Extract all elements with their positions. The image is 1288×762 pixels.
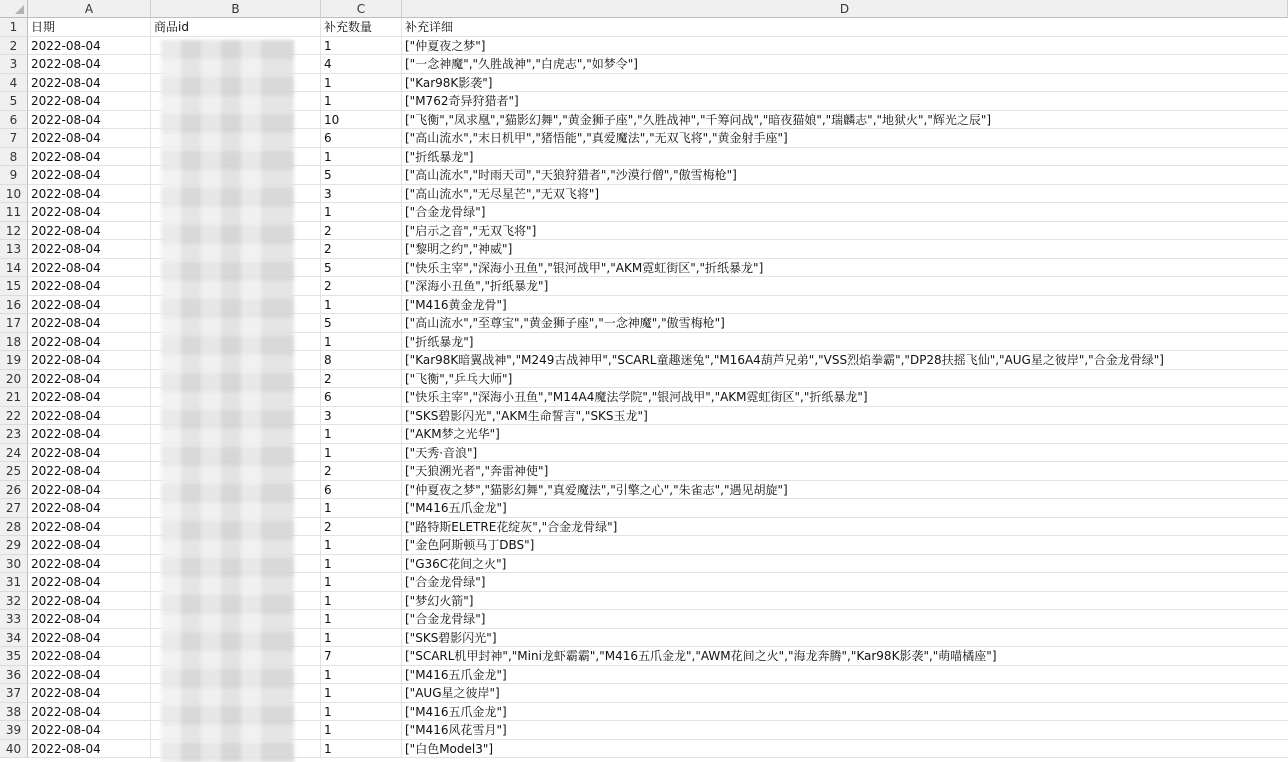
row-header[interactable]: 15 [0, 277, 28, 296]
date-cell[interactable]: 2022-08-04 [28, 222, 151, 241]
row-header[interactable]: 10 [0, 185, 28, 204]
date-cell[interactable]: 2022-08-04 [28, 185, 151, 204]
date-cell[interactable]: 2022-08-04 [28, 129, 151, 148]
header-cell-detail[interactable]: 补充详细 [402, 18, 1288, 37]
detail-cell[interactable]: ["快乐主宰","深海小丑鱼","M14A4魔法学院","银河战甲","AKM霓虹街区","折纸暴龙"] [402, 388, 1288, 407]
detail-cell[interactable]: ["M416五爪金龙"] [402, 666, 1288, 685]
date-cell[interactable]: 2022-08-04 [28, 351, 151, 370]
row-header[interactable]: 7 [0, 129, 28, 148]
date-cell[interactable]: 2022-08-04 [28, 388, 151, 407]
detail-cell[interactable]: ["天秀·音浪"] [402, 444, 1288, 463]
quantity-cell[interactable]: 1 [321, 499, 402, 518]
quantity-cell[interactable]: 1 [321, 203, 402, 222]
detail-cell[interactable]: ["SKS碧影闪光","AKM生命誓言","SKS玉龙"] [402, 407, 1288, 426]
detail-cell[interactable]: ["高山流水","至尊宝","黄金狮子座","一念神魔","傲雪梅枪"] [402, 314, 1288, 333]
quantity-cell[interactable]: 5 [321, 259, 402, 278]
detail-cell[interactable]: ["M416五爪金龙"] [402, 499, 1288, 518]
row-header[interactable]: 19 [0, 351, 28, 370]
detail-cell[interactable]: ["G36C花间之火"] [402, 555, 1288, 574]
quantity-cell[interactable]: 1 [321, 92, 402, 111]
row-header[interactable]: 36 [0, 666, 28, 685]
row-header[interactable]: 37 [0, 684, 28, 703]
quantity-cell[interactable]: 1 [321, 74, 402, 93]
quantity-cell[interactable]: 1 [321, 37, 402, 56]
detail-cell[interactable]: ["合金龙骨绿"] [402, 203, 1288, 222]
row-header[interactable]: 24 [0, 444, 28, 463]
column-header-c[interactable]: C [321, 0, 402, 18]
row-header[interactable]: 38 [0, 703, 28, 722]
row-header[interactable]: 12 [0, 222, 28, 241]
quantity-cell[interactable]: 3 [321, 185, 402, 204]
detail-cell[interactable]: ["仲夏夜之梦","猫影幻舞","真爱魔法","引擎之心","朱雀志","遇见胡旋"] [402, 481, 1288, 500]
detail-cell[interactable]: ["折纸暴龙"] [402, 333, 1288, 352]
date-cell[interactable]: 2022-08-04 [28, 111, 151, 130]
row-header[interactable]: 23 [0, 425, 28, 444]
detail-cell[interactable]: ["AUG星之彼岸"] [402, 684, 1288, 703]
detail-cell[interactable]: ["启示之音","无双飞将"] [402, 222, 1288, 241]
detail-cell[interactable]: ["M416黄金龙骨"] [402, 296, 1288, 315]
date-cell[interactable]: 2022-08-04 [28, 703, 151, 722]
header-cell-quantity[interactable]: 补充数量 [321, 18, 402, 37]
detail-cell[interactable]: ["深海小丑鱼","折纸暴龙"] [402, 277, 1288, 296]
detail-cell[interactable]: ["Kar98K暗翼战神","M249古战神甲","SCARL童趣迷兔","M16A4葫芦兄弟","VSS烈焰拳霸","DP28扶摇飞仙","AUG星之彼岸","合金龙骨绿"] [402, 351, 1288, 370]
detail-cell[interactable]: ["高山流水","末日机甲","猪悟能","真爱魔法","无双飞将","黄金射手座"] [402, 129, 1288, 148]
detail-cell[interactable]: ["一念神魔","久胜战神","白虎志","如梦令"] [402, 55, 1288, 74]
quantity-cell[interactable]: 10 [321, 111, 402, 130]
detail-cell[interactable]: ["Kar98K影袭"] [402, 74, 1288, 93]
quantity-cell[interactable]: 1 [321, 296, 402, 315]
detail-cell[interactable]: ["合金龙骨绿"] [402, 610, 1288, 629]
quantity-cell[interactable]: 2 [321, 222, 402, 241]
date-cell[interactable]: 2022-08-04 [28, 296, 151, 315]
date-cell[interactable]: 2022-08-04 [28, 740, 151, 759]
row-header[interactable]: 6 [0, 111, 28, 130]
column-header-b[interactable]: B [151, 0, 321, 18]
date-cell[interactable]: 2022-08-04 [28, 203, 151, 222]
date-cell[interactable]: 2022-08-04 [28, 425, 151, 444]
header-cell-product-id[interactable]: 商品id [151, 18, 321, 37]
detail-cell[interactable]: ["M762奇异狩猎者"] [402, 92, 1288, 111]
quantity-cell[interactable]: 8 [321, 351, 402, 370]
row-header[interactable]: 33 [0, 610, 28, 629]
date-cell[interactable]: 2022-08-04 [28, 573, 151, 592]
column-header-a[interactable]: A [28, 0, 151, 18]
quantity-cell[interactable]: 2 [321, 370, 402, 389]
quantity-cell[interactable]: 2 [321, 240, 402, 259]
date-cell[interactable]: 2022-08-04 [28, 166, 151, 185]
detail-cell[interactable]: ["黎明之约","神威"] [402, 240, 1288, 259]
quantity-cell[interactable]: 1 [321, 536, 402, 555]
date-cell[interactable]: 2022-08-04 [28, 314, 151, 333]
date-cell[interactable]: 2022-08-04 [28, 647, 151, 666]
date-cell[interactable]: 2022-08-04 [28, 610, 151, 629]
row-header[interactable]: 18 [0, 333, 28, 352]
row-header[interactable]: 20 [0, 370, 28, 389]
detail-cell[interactable]: ["快乐主宰","深海小丑鱼","银河战甲","AKM霓虹街区","折纸暴龙"] [402, 259, 1288, 278]
date-cell[interactable]: 2022-08-04 [28, 444, 151, 463]
date-cell[interactable]: 2022-08-04 [28, 92, 151, 111]
quantity-cell[interactable]: 6 [321, 481, 402, 500]
row-header[interactable]: 28 [0, 518, 28, 537]
quantity-cell[interactable]: 1 [321, 592, 402, 611]
date-cell[interactable]: 2022-08-04 [28, 721, 151, 740]
detail-cell[interactable]: ["路特斯ELETRE花绽灰","合金龙骨绿"] [402, 518, 1288, 537]
row-header[interactable]: 22 [0, 407, 28, 426]
quantity-cell[interactable]: 5 [321, 166, 402, 185]
date-cell[interactable]: 2022-08-04 [28, 333, 151, 352]
quantity-cell[interactable]: 1 [321, 666, 402, 685]
quantity-cell[interactable]: 7 [321, 647, 402, 666]
row-header[interactable]: 9 [0, 166, 28, 185]
row-header[interactable]: 29 [0, 536, 28, 555]
row-header[interactable]: 1 [0, 18, 28, 37]
row-header[interactable]: 13 [0, 240, 28, 259]
quantity-cell[interactable]: 3 [321, 407, 402, 426]
detail-cell[interactable]: ["高山流水","无尽星芒","无双飞将"] [402, 185, 1288, 204]
detail-cell[interactable]: ["合金龙骨绿"] [402, 573, 1288, 592]
date-cell[interactable]: 2022-08-04 [28, 55, 151, 74]
date-cell[interactable]: 2022-08-04 [28, 592, 151, 611]
quantity-cell[interactable]: 6 [321, 388, 402, 407]
row-header[interactable]: 8 [0, 148, 28, 167]
quantity-cell[interactable]: 2 [321, 462, 402, 481]
row-header[interactable]: 16 [0, 296, 28, 315]
detail-cell[interactable]: ["飞衡","乒乓大师"] [402, 370, 1288, 389]
date-cell[interactable]: 2022-08-04 [28, 499, 151, 518]
quantity-cell[interactable]: 2 [321, 277, 402, 296]
quantity-cell[interactable]: 1 [321, 148, 402, 167]
quantity-cell[interactable]: 6 [321, 129, 402, 148]
date-cell[interactable]: 2022-08-04 [28, 37, 151, 56]
quantity-cell[interactable]: 4 [321, 55, 402, 74]
detail-cell[interactable]: ["飞衡","凤求凰","猫影幻舞","黄金狮子座","久胜战神","千筹问战","暗夜猫娘","瑞麟志","地狱火","辉光之辰"] [402, 111, 1288, 130]
date-cell[interactable]: 2022-08-04 [28, 462, 151, 481]
detail-cell[interactable]: ["仲夏夜之梦"] [402, 37, 1288, 56]
detail-cell[interactable]: ["SKS碧影闪光"] [402, 629, 1288, 648]
detail-cell[interactable]: ["白色Model3"] [402, 740, 1288, 759]
row-header[interactable]: 27 [0, 499, 28, 518]
quantity-cell[interactable]: 5 [321, 314, 402, 333]
quantity-cell[interactable]: 1 [321, 610, 402, 629]
row-header[interactable]: 32 [0, 592, 28, 611]
row-header[interactable]: 35 [0, 647, 28, 666]
detail-cell[interactable]: ["梦幻火箭"] [402, 592, 1288, 611]
row-header[interactable]: 11 [0, 203, 28, 222]
row-header[interactable]: 39 [0, 721, 28, 740]
row-header[interactable]: 3 [0, 55, 28, 74]
quantity-cell[interactable]: 1 [321, 721, 402, 740]
select-all-corner[interactable] [0, 0, 28, 18]
header-cell-date[interactable]: 日期 [28, 18, 151, 37]
date-cell[interactable]: 2022-08-04 [28, 518, 151, 537]
date-cell[interactable]: 2022-08-04 [28, 629, 151, 648]
date-cell[interactable]: 2022-08-04 [28, 481, 151, 500]
redacted-product-id-blur [161, 40, 294, 762]
detail-cell[interactable]: ["折纸暴龙"] [402, 148, 1288, 167]
quantity-cell[interactable]: 1 [321, 425, 402, 444]
column-header-d[interactable]: D [402, 0, 1288, 18]
quantity-cell[interactable]: 1 [321, 629, 402, 648]
date-cell[interactable]: 2022-08-04 [28, 370, 151, 389]
table-row [28, 18, 1288, 37]
detail-cell[interactable]: ["金色阿斯顿马丁DBS"] [402, 536, 1288, 555]
row-header[interactable]: 21 [0, 388, 28, 407]
quantity-cell[interactable]: 2 [321, 518, 402, 537]
row-header[interactable]: 17 [0, 314, 28, 333]
row-header[interactable]: 2 [0, 37, 28, 56]
detail-cell[interactable]: ["SCARL机甲封神","Mini龙虾霸霸","M416五爪金龙","AWM花间之火","海龙奔腾","Kar98K影袭","萌喵橘座"] [402, 647, 1288, 666]
row-header[interactable]: 34 [0, 629, 28, 648]
row-header[interactable]: 31 [0, 573, 28, 592]
quantity-cell[interactable]: 1 [321, 333, 402, 352]
quantity-cell[interactable]: 1 [321, 573, 402, 592]
quantity-cell[interactable]: 1 [321, 703, 402, 722]
date-cell[interactable]: 2022-08-04 [28, 684, 151, 703]
row-header[interactable]: 5 [0, 92, 28, 111]
detail-cell[interactable]: ["M416五爪金龙"] [402, 703, 1288, 722]
row-header[interactable]: 30 [0, 555, 28, 574]
detail-cell[interactable]: ["高山流水","时雨天司","天狼狩猎者","沙漠行僧","傲雪梅枪"] [402, 166, 1288, 185]
quantity-cell[interactable]: 1 [321, 444, 402, 463]
date-cell[interactable]: 2022-08-04 [28, 240, 151, 259]
detail-cell[interactable]: ["AKM梦之光华"] [402, 425, 1288, 444]
row-header[interactable]: 40 [0, 740, 28, 759]
select-all-triangle-icon [15, 5, 24, 14]
detail-cell[interactable]: ["天狼溯光者","奔雷神使"] [402, 462, 1288, 481]
detail-cell[interactable]: ["M416风花雪月"] [402, 721, 1288, 740]
date-cell[interactable]: 2022-08-04 [28, 259, 151, 278]
date-cell[interactable]: 2022-08-04 [28, 536, 151, 555]
date-cell[interactable]: 2022-08-04 [28, 555, 151, 574]
quantity-cell[interactable]: 1 [321, 684, 402, 703]
date-cell[interactable]: 2022-08-04 [28, 148, 151, 167]
date-cell[interactable]: 2022-08-04 [28, 277, 151, 296]
row-header[interactable]: 4 [0, 74, 28, 93]
date-cell[interactable]: 2022-08-04 [28, 407, 151, 426]
quantity-cell[interactable]: 1 [321, 555, 402, 574]
row-header[interactable]: 25 [0, 462, 28, 481]
quantity-cell[interactable]: 1 [321, 740, 402, 759]
date-cell[interactable]: 2022-08-04 [28, 74, 151, 93]
date-cell[interactable]: 2022-08-04 [28, 666, 151, 685]
row-header[interactable]: 14 [0, 259, 28, 278]
row-header[interactable]: 26 [0, 481, 28, 500]
